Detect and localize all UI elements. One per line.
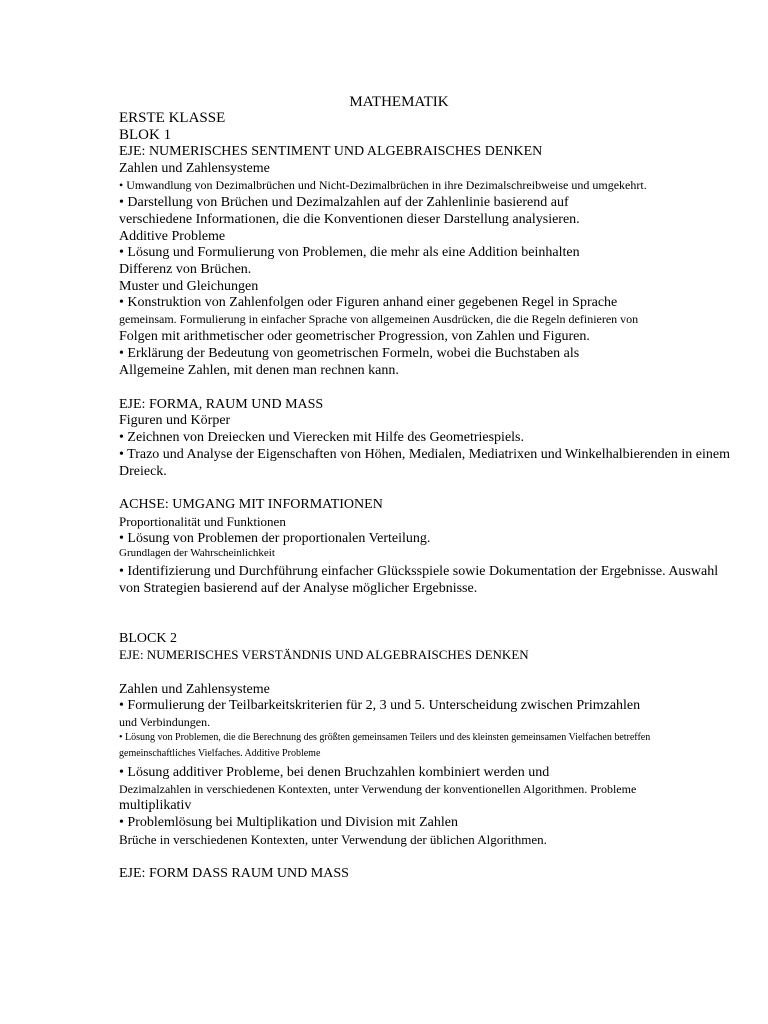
topic-heading: Zahlen und Zahlensysteme [119, 161, 270, 176]
text-line: • Zeichnen von Dreiecken und Vierecken mit Hilfe des Geometriespiels. [119, 430, 524, 445]
topic-heading: Grundlagen der Wahrscheinlichkeit [119, 547, 275, 559]
text-line: verschiedene Informationen, die die Konventionen dieser Darstellung analysieren. [119, 212, 580, 227]
block-heading: BLOK 1 [119, 127, 172, 143]
page-title: MATHEMATIK [349, 94, 449, 110]
text-line: • Lösung von Problemen, die die Berechnung des größten gemeinsamen Teilers und des kleinsten gemeinsamen Vielfachen betreffen [119, 732, 651, 743]
axis-heading: EJE: FORMA, RAUM UND MASS [119, 397, 324, 412]
text-line: • Konstruktion von Zahlenfolgen oder Figuren anhand einer gegebenen Regel in Sprache [119, 295, 618, 310]
text-line: • Trazo und Analyse der Eigenschaften von Höhen, Medialen, Mediatrixen und Winkelhalbierenden in einem [119, 447, 730, 462]
topic-heading: Additive Probleme [119, 229, 226, 244]
text-line: • Formulierung der Teilbarkeitskriterien für 2, 3 und 5. Unterscheidung zwischen Primzahlen [119, 698, 641, 713]
text-line: • Lösung additiver Probleme, bei denen Bruchzahlen kombiniert werden und [119, 765, 550, 780]
text-line: gemeinschaftliches Vielfaches. Additive Probleme [119, 748, 321, 759]
text-line: von Strategien basierend auf der Analyse möglicher Ergebnisse. [119, 581, 478, 596]
text-line: • Darstellung von Brüchen und Dezimalzahlen auf der Zahlenlinie basierend auf [119, 195, 569, 210]
grade-heading: ERSTE KLASSE [119, 110, 226, 126]
topic-heading: Proportionalität und Funktionen [119, 514, 286, 529]
axis-heading: ACHSE: UMGANG MIT INFORMATIONEN [119, 497, 383, 512]
text-line: • Identifizierung und Durchführung einfacher Glücksspiele sowie Dokumentation der Ergebnisse. Auswahl [119, 564, 719, 579]
block-heading: BLOCK 2 [119, 631, 177, 646]
text-line: • Lösung von Problemen der proportionalen Verteilung. [119, 531, 431, 546]
topic-heading: Muster und Gleichungen [119, 279, 259, 294]
axis-heading: EJE: NUMERISCHES VERSTÄNDNIS UND ALGEBRAISCHES DENKEN [119, 647, 529, 662]
text-line: Folgen mit arithmetischer oder geometrischer Progression, von Zahlen und Figuren. [119, 329, 590, 344]
text-line: • Erklärung der Bedeutung von geometrischen Formeln, wobei die Buchstaben als [119, 346, 580, 361]
text-line: und Verbindungen. [119, 715, 211, 729]
text-line: Dreieck. [119, 464, 167, 479]
text-line: Brüche in verschiedenen Kontexten, unter Verwendung der üblichen Algorithmen. [119, 832, 547, 847]
text-line: • Umwandlung von Dezimalbrüchen und Nicht-Dezimalbrüchen in ihre Dezimalschreibweise und umgekehrt. [119, 178, 647, 192]
text-line: • Problemlösung bei Multiplikation und Division mit Zahlen [119, 815, 458, 830]
text-line: Dezimalzahlen in verschiedenen Kontexten, unter Verwendung der konventionellen Algorithmen. Probleme [119, 782, 637, 796]
topic-heading: Zahlen und Zahlensysteme [119, 682, 270, 697]
topic-heading: Figuren und Körper [119, 413, 231, 428]
axis-heading: EJE: NUMERISCHES SENTIMENT UND ALGEBRAISCHES DENKEN [119, 144, 543, 159]
text-line: Differenz von Brüchen. [119, 262, 252, 277]
text-line: Allgemeine Zahlen, mit denen man rechnen kann. [119, 363, 399, 378]
text-line: gemeinsam. Formulierung in einfacher Sprache von allgemeinen Ausdrücken, die die Regeln definieren von [119, 312, 639, 326]
axis-heading: EJE: FORM DASS RAUM UND MASS [119, 866, 349, 881]
text-line: multiplikativ [119, 798, 192, 813]
text-line: • Lösung und Formulierung von Problemen, die mehr als eine Addition beinhalten [119, 245, 580, 260]
